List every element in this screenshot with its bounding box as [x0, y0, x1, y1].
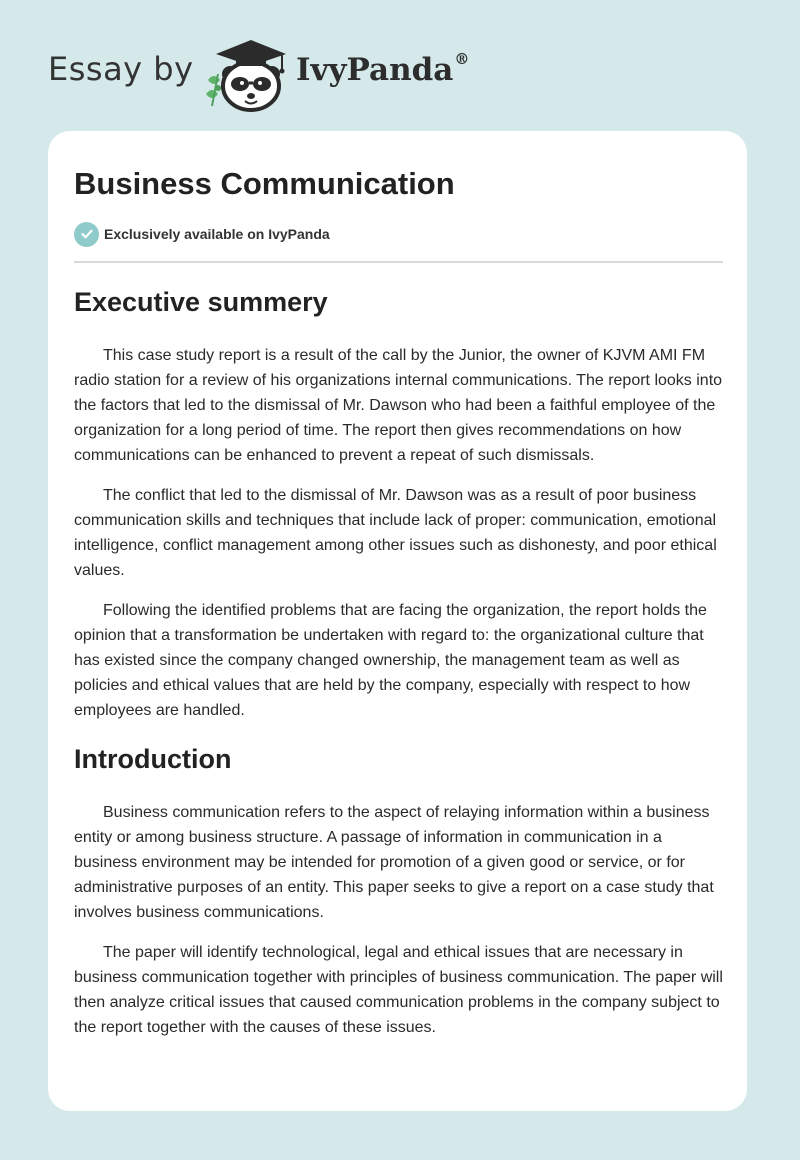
section-heading-executive-summary: Executive summery — [74, 287, 328, 317]
page-title: Business Communication — [74, 166, 455, 201]
document-body — [74, 281, 723, 1055]
section-heading-introduction: Introduction — [74, 744, 232, 774]
exclusive-badge — [74, 221, 330, 247]
document-card — [48, 131, 747, 1111]
paragraph: The paper will identify technological, legal and ethical issues that are necessary in business communication together with principles of business communication. The paper will then analyze critical issues that caused communication problems in the company subject to the report together with the causes of these issues. — [74, 944, 723, 1036]
brand-name: IvyPanda® — [296, 50, 470, 88]
brand-prefix: Essay by — [48, 50, 194, 88]
badge-text: Exclusively available on IvyPanda — [104, 226, 330, 242]
brand-header[interactable] — [48, 36, 468, 116]
paragraph: Business communication refers to the aspect of relaying information within a business entity or among business structure. A passage of information in communication in a business environment may be intended for promotion of a given good or service, or for administrative purposes of an entity. This paper seeks to give a report on a case study that involves business communications. — [74, 804, 714, 921]
panda-logo-icon — [200, 36, 300, 112]
paragraph: The conflict that led to the dismissal of Mr. Dawson was as a result of poor business communication skills and techniques that include lack of proper: communication, emotional intelligence, conflict management among other issues such as dishonesty, and poor ethical values. — [74, 487, 717, 579]
check-circle-icon — [74, 222, 99, 247]
paragraph: Following the identified problems that are facing the organization, the report holds the opinion that a transformation be undertaken with regard to: the organizational culture that has existed since the company changed ownership, the management team as well as policies and ethical values that are held by the company, especially with respect to how employees are handled. — [74, 602, 707, 719]
title-divider — [74, 261, 723, 263]
paragraph: This case study report is a result of the call by the Junior, the owner of KJVM AMI FM radio station for a review of his organizations internal communications. The report looks into the factors that led to the dismissal of Mr. Dawson who had been a faithful employee of the organization for a long period of time. The report then gives recommendations on how communications can be enhanced to prevent a repeat of such dismissals. — [74, 347, 723, 464]
registered-mark: ® — [454, 50, 470, 68]
